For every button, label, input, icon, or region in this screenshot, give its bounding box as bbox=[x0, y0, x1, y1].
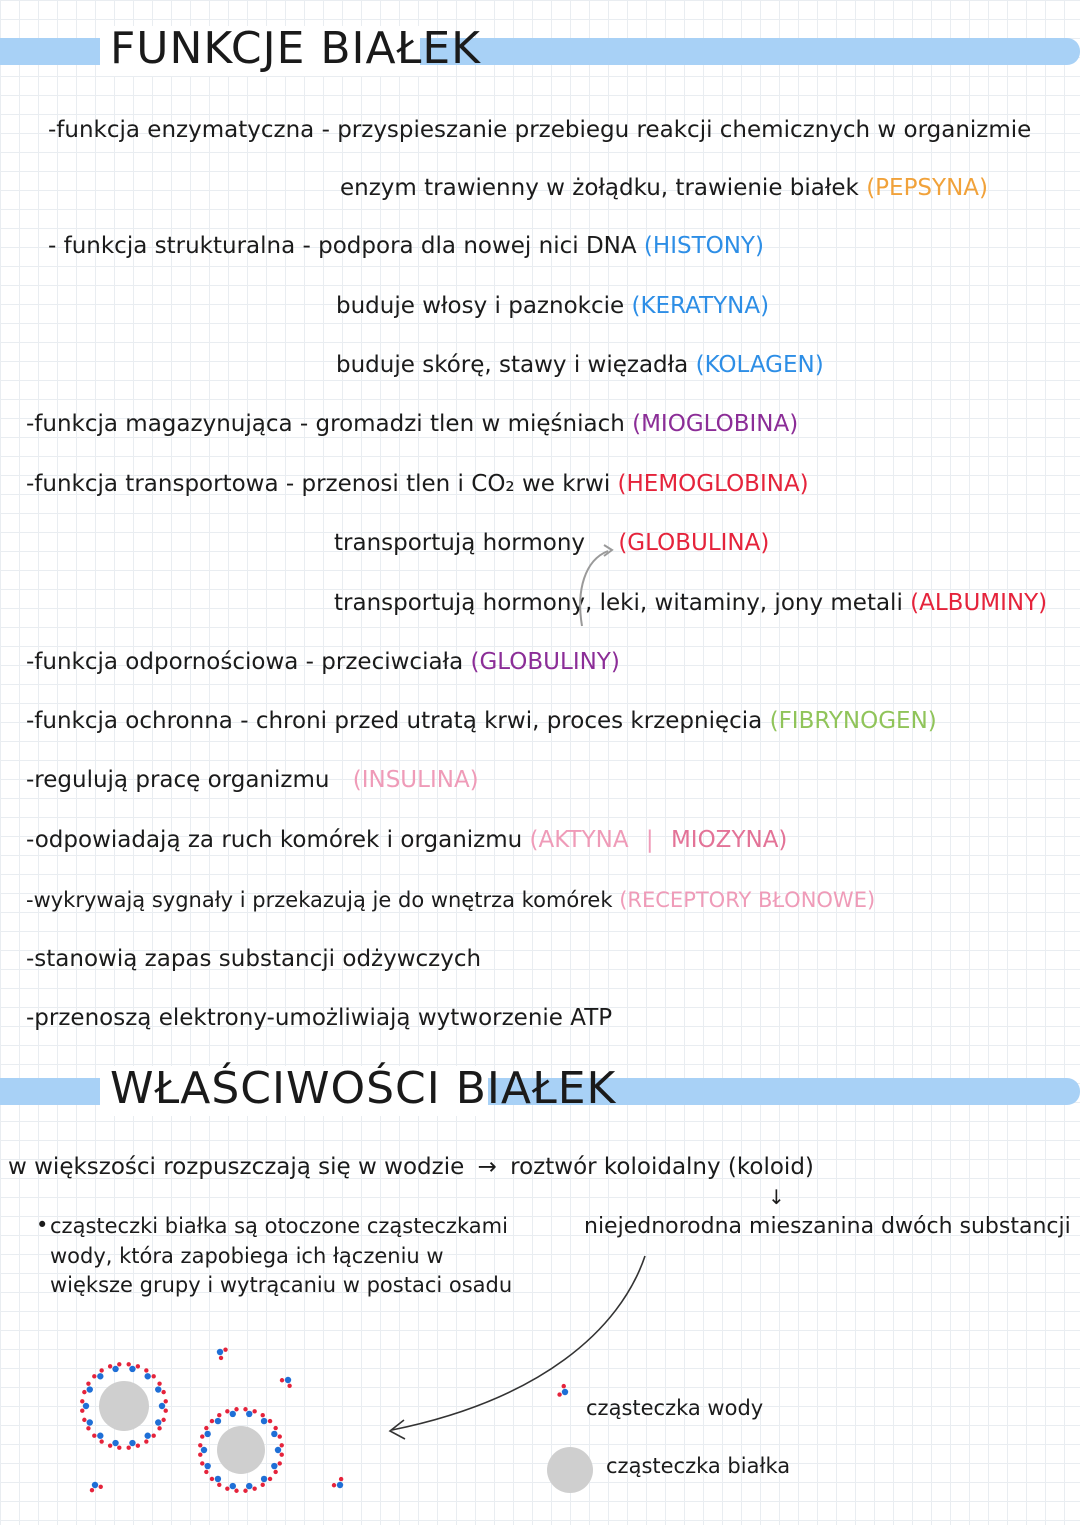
desc: enzym trawienny w żołądku, trawienie białek bbox=[340, 175, 859, 201]
dash: - bbox=[305, 649, 314, 675]
label: -funkcja magazynująca bbox=[26, 411, 293, 437]
desc: przenosi tlen i CO₂ we krwi bbox=[301, 471, 611, 497]
dash: - bbox=[302, 233, 311, 259]
water-molecule-icon bbox=[225, 1407, 239, 1417]
label: -funkcja transportowa bbox=[26, 471, 279, 497]
protein-particle-2 bbox=[217, 1426, 265, 1474]
label: -funkcja odpornościowa bbox=[26, 649, 299, 675]
water-molecule-icon bbox=[80, 1399, 89, 1413]
arrow-down-icon: ↓ bbox=[768, 1185, 785, 1209]
desc2: -umożliwiają wytworzenie ATP bbox=[266, 1005, 613, 1031]
colloid: roztwór koloidalny (koloid) bbox=[510, 1154, 814, 1180]
label: - funkcja strukturalna bbox=[48, 233, 296, 259]
section-title-functions: FUNKCJE BIAŁEK bbox=[110, 23, 482, 74]
desc: transportują hormony, leki, witaminy, jony metali bbox=[334, 590, 903, 616]
curved-arrow-icon bbox=[580, 551, 608, 626]
dash: - bbox=[240, 708, 249, 734]
long-arrow-icon bbox=[392, 1256, 645, 1430]
water-molecule-icon bbox=[82, 1418, 93, 1431]
water-molecule-icon bbox=[225, 1483, 239, 1493]
legend-water-label: cząsteczka wody bbox=[586, 1396, 764, 1420]
colloid-definition: niejednorodna mieszanina dwóch substancji bbox=[584, 1214, 1071, 1239]
tag-myosin: MIOZYNA) bbox=[670, 827, 788, 853]
water-molecules bbox=[80, 1347, 568, 1492]
desc: -stanowią zapas substancji odżywczych bbox=[26, 946, 482, 972]
water-molecule-icon bbox=[200, 1426, 211, 1439]
legend-protein-label: cząsteczka białka bbox=[606, 1454, 791, 1478]
water-molecule-icon bbox=[271, 1461, 282, 1474]
water-molecule-icon bbox=[210, 1413, 222, 1424]
water-molecule-icon bbox=[275, 1443, 284, 1457]
tag-keratin: (KERATYNA) bbox=[631, 293, 770, 319]
water-molecule-icon bbox=[127, 1440, 141, 1450]
water-molecule-icon bbox=[144, 1368, 156, 1379]
desc: -przenoszą elektrony bbox=[26, 1005, 267, 1031]
water-molecule-icon bbox=[155, 1418, 166, 1431]
tag-insulin: (INSULINA) bbox=[352, 767, 479, 793]
tag-albumins: (ALBUMINY) bbox=[910, 590, 1048, 616]
water-molecule-icon bbox=[280, 1377, 292, 1388]
water-molecule-icon bbox=[108, 1362, 122, 1372]
tag-globulins: (GLOBULINY) bbox=[470, 649, 620, 675]
bullet-dot: • bbox=[36, 1213, 49, 1237]
desc: przeciwciała bbox=[321, 649, 464, 675]
desc: -odpowiadają za ruch komórek i organizmu bbox=[26, 827, 523, 853]
desc: podpora dla nowej nici DNA bbox=[318, 233, 637, 259]
water-molecule-icon bbox=[271, 1426, 282, 1439]
water-molecule-icon bbox=[198, 1443, 207, 1457]
water-molecule-icon bbox=[210, 1476, 222, 1487]
water-molecule-icon bbox=[243, 1407, 257, 1417]
label: -funkcja enzymatyczna bbox=[48, 117, 315, 143]
desc: gromadzi tlen w mięśniach bbox=[315, 411, 625, 437]
tag-actin: (AKTYNA bbox=[529, 827, 629, 853]
bullet-line-1: cząsteczki białka są otoczone cząsteczkami bbox=[50, 1214, 508, 1238]
arrow-right-icon: → bbox=[477, 1154, 497, 1180]
water-molecule-icon bbox=[108, 1440, 122, 1450]
water-molecule-icon bbox=[90, 1482, 103, 1493]
desc: -regulują pracę organizmu bbox=[26, 767, 330, 793]
desc: przyspieszanie przebiegu reakcji chemicznych w organizmie bbox=[337, 117, 1032, 143]
water-molecule-icon bbox=[155, 1381, 166, 1394]
dash: - bbox=[321, 117, 330, 143]
water-molecule-icon bbox=[127, 1362, 141, 1372]
tag-receptors: (RECEPTORY BŁONOWE) bbox=[619, 888, 876, 912]
solubility: w większości rozpuszczają się w wodzie bbox=[8, 1154, 465, 1180]
water-molecule-icon bbox=[332, 1477, 344, 1488]
dash: - bbox=[285, 471, 295, 497]
tag-globulin: (GLOBULINA) bbox=[618, 530, 770, 556]
water-molecule-icon bbox=[261, 1413, 273, 1424]
water-molecule-icon bbox=[92, 1368, 104, 1379]
tag-hemoglobin: (HEMOGLOBINA) bbox=[617, 471, 809, 497]
tag-pepsin: (PEPSYNA) bbox=[866, 175, 988, 201]
bullet-line-3: większe grupy i wytrącaniu w postaci osadu bbox=[50, 1273, 513, 1297]
tag-histones: (HISTONY) bbox=[643, 233, 764, 259]
desc: -wykrywają sygnały i przekazują je do wnętrza komórek bbox=[26, 888, 613, 912]
desc: buduje skórę, stawy i więzadła bbox=[336, 352, 689, 378]
legend-protein-icon bbox=[547, 1447, 593, 1493]
desc: transportują hormony bbox=[334, 530, 586, 556]
tag-separator: | bbox=[645, 827, 654, 853]
water-molecule-icon bbox=[82, 1381, 93, 1394]
water-molecule-icon bbox=[557, 1384, 568, 1397]
water-molecule-icon bbox=[92, 1433, 104, 1444]
tag-fibrinogen: (FIBRYNOGEN) bbox=[769, 708, 937, 734]
section-title-properties: WŁAŚCIWOŚCI BIAŁEK bbox=[110, 1063, 617, 1114]
desc: buduje włosy i paznokcie bbox=[336, 293, 625, 319]
tag-myoglobin: (MIOGLOBINA) bbox=[632, 411, 799, 437]
water-molecule-icon bbox=[159, 1399, 168, 1413]
dash: - bbox=[299, 411, 309, 437]
tag-collagen: (KOLAGEN) bbox=[695, 352, 824, 378]
water-molecule-icon bbox=[261, 1476, 273, 1487]
desc: chroni przed utratą krwi, proces krzepnięcia bbox=[255, 708, 763, 734]
protein-particle-1 bbox=[99, 1381, 149, 1431]
water-molecule-icon bbox=[200, 1461, 211, 1474]
water-molecule-icon bbox=[243, 1483, 257, 1493]
label: -funkcja ochronna bbox=[26, 708, 233, 734]
bullet-line-2: wody, która zapobiega ich łączeniu w bbox=[50, 1244, 444, 1268]
water-molecule-icon bbox=[144, 1433, 156, 1444]
water-molecule-icon bbox=[217, 1347, 228, 1360]
